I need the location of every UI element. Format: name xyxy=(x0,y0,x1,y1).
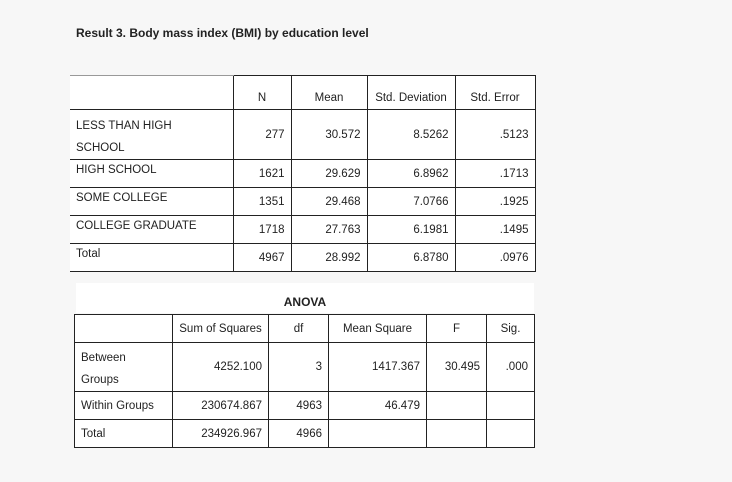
cell-ms: 1417.367 xyxy=(329,343,427,392)
header-mean: Mean xyxy=(291,76,367,110)
cell-df: 4963 xyxy=(269,392,329,420)
table-row xyxy=(75,343,535,392)
cell-ms: 46.479 xyxy=(329,392,427,420)
cell-se: .1925 xyxy=(455,188,535,216)
page-title: Result 3. Body mass index (BMI) by education level xyxy=(76,26,369,40)
table-header-row xyxy=(75,315,535,343)
row-label: Total xyxy=(70,244,233,272)
cell-n: 1621 xyxy=(233,160,291,188)
cell-df: 4966 xyxy=(269,420,329,448)
header-empty xyxy=(70,76,233,110)
header-mean-square: Mean Square xyxy=(329,315,427,343)
table-row xyxy=(75,392,535,420)
cell-mean: 29.629 xyxy=(291,160,367,188)
cell-mean: 30.572 xyxy=(291,110,367,160)
cell-mean: 27.763 xyxy=(291,216,367,244)
cell-df: 3 xyxy=(269,343,329,392)
cell-n: 4967 xyxy=(233,244,291,272)
header-df: df xyxy=(269,315,329,343)
header-f: F xyxy=(427,315,487,343)
cell-ss: 4252.100 xyxy=(173,343,269,392)
header-std-error: Std. Error xyxy=(455,76,535,110)
row-label: COLLEGE GRADUATE xyxy=(70,216,233,244)
anova-table xyxy=(74,314,535,448)
cell-sd: 6.1981 xyxy=(367,216,455,244)
header-std-deviation: Std. Deviation xyxy=(367,76,455,110)
table-row xyxy=(70,216,535,244)
header-n: N xyxy=(233,76,291,110)
row-label-line1: Between xyxy=(81,352,126,364)
table-row xyxy=(70,110,535,160)
cell-n: 277 xyxy=(233,110,291,160)
cell-ss: 230674.867 xyxy=(173,392,269,420)
cell-n: 1718 xyxy=(233,216,291,244)
table-row xyxy=(70,160,535,188)
header-sig: Sig. xyxy=(487,315,535,343)
cell-mean: 29.468 xyxy=(291,188,367,216)
row-label-line2: SCHOOL xyxy=(76,142,125,154)
cell-n: 1351 xyxy=(233,188,291,216)
cell-se: .1495 xyxy=(455,216,535,244)
row-label xyxy=(75,343,173,392)
cell-f: 30.495 xyxy=(427,343,487,392)
cell-se: .0976 xyxy=(455,244,535,272)
row-label-line2: Groups xyxy=(81,374,119,386)
row-label: HIGH SCHOOL xyxy=(70,160,233,188)
anova-title: ANOVA xyxy=(76,283,534,313)
row-label xyxy=(70,110,233,160)
table-header-row xyxy=(70,76,535,110)
cell-se: .5123 xyxy=(455,110,535,160)
table-row-total xyxy=(75,420,535,448)
cell-sd: 7.0766 xyxy=(367,188,455,216)
cell-sd: 8.5262 xyxy=(367,110,455,160)
header-sum-of-squares: Sum of Squares xyxy=(173,315,269,343)
descriptives-table xyxy=(70,75,536,272)
cell-mean: 28.992 xyxy=(291,244,367,272)
cell-sig: .000 xyxy=(487,343,535,392)
cell-sig xyxy=(487,392,535,420)
header-empty xyxy=(75,315,173,343)
row-label: Within Groups xyxy=(75,392,173,420)
cell-sd: 6.8780 xyxy=(367,244,455,272)
row-label: Total xyxy=(75,420,173,448)
cell-se: .1713 xyxy=(455,160,535,188)
cell-f xyxy=(427,392,487,420)
row-label-line1: LESS THAN HIGH xyxy=(76,120,172,132)
cell-sd: 6.8962 xyxy=(367,160,455,188)
table-row-total xyxy=(70,244,535,272)
cell-ms xyxy=(329,420,427,448)
cell-ss: 234926.967 xyxy=(173,420,269,448)
table-row xyxy=(70,188,535,216)
cell-f xyxy=(427,420,487,448)
cell-sig xyxy=(487,420,535,448)
row-label: SOME COLLEGE xyxy=(70,188,233,216)
